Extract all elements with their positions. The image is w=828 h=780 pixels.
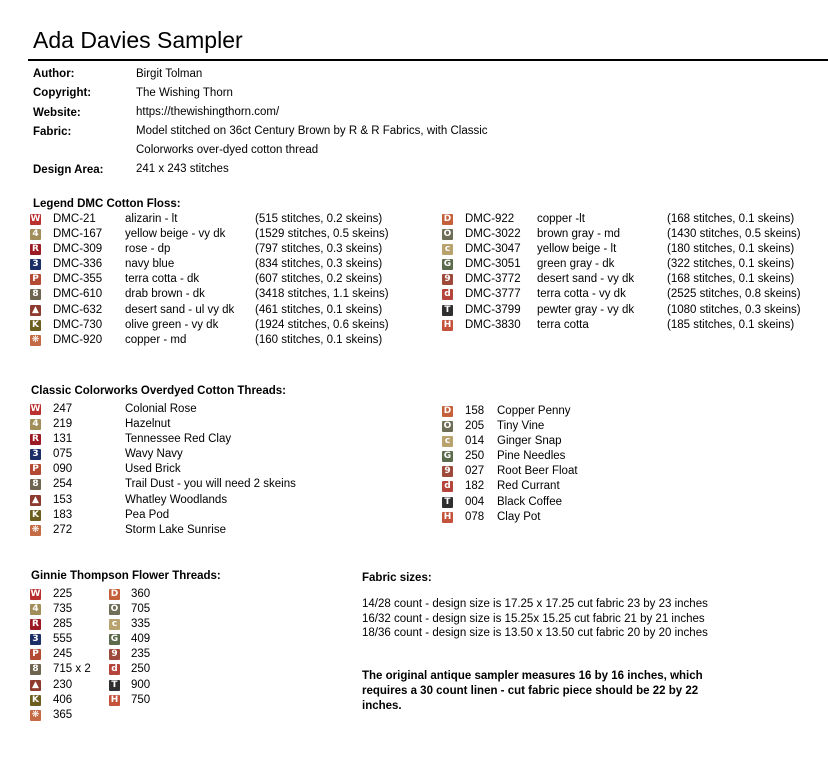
thread-number: 235 [131,648,151,661]
floss-symbol-icon: G [110,634,119,645]
thread-name: Tiny Vine [497,420,545,433]
floss-count: (797 stitches, 0.3 skeins) [255,243,383,256]
floss-symbol-icon: ▲ [30,495,41,506]
floss-symbol-icon: O [443,229,452,240]
thread-number: 014 [465,435,485,448]
floss-count: (322 stitches, 0.1 skeins) [667,258,795,271]
floss-symbol-icon: 4 [30,419,41,430]
thread-number: 254 [53,478,73,491]
thread-number: 245 [53,648,73,661]
floss-symbol-icon: D [443,406,452,416]
floss-symbol-icon: 8 [30,664,41,675]
copyright-label: Copyright: [33,87,92,99]
design-area-value: 241 x 243 stitches [136,163,229,175]
thread-name: Copper Penny [497,405,571,417]
thread-number: 183 [53,508,73,521]
floss-name: yellow beige - lt [537,243,617,256]
floss-symbol-icon: D [443,214,452,224]
floss-count: (515 stitches, 0.2 skeins) [255,213,383,225]
dmc-list-left [30,212,430,348]
floss-name: terra cotta [537,318,589,331]
ginnie-heading: Ginnie Thompson Flower Threads: [31,570,221,582]
legend-row [30,212,430,227]
floss-code: DMC-3047 [465,243,521,256]
thread-number: 555 [53,633,73,646]
floss-symbol-icon: 3 [30,259,41,270]
floss-name: alizarin - lt [125,213,178,225]
floss-name: copper - md [125,333,187,346]
legend-row [30,432,430,447]
floss-symbol-icon: 9 [442,274,453,285]
floss-symbol-icon: c [442,244,453,255]
thread-number: 225 [53,588,73,600]
legend-row [30,402,430,417]
floss-symbol-icon: P [30,649,41,660]
dmc-list-right [442,212,828,333]
thread-number: 090 [53,463,73,476]
floss-symbol-icon: O [110,604,119,615]
classic-list-left [30,402,430,538]
note-line: inches. [362,700,402,712]
thread-number: 750 [131,693,151,706]
floss-count: (3418 stitches, 1.1 skeins) [255,288,389,301]
floss-code: DMC-610 [53,288,103,301]
floss-code: DMC-309 [53,243,103,256]
floss-symbol-icon: 3 [30,634,41,645]
thread-number: 075 [53,448,73,461]
legend-row [109,662,189,677]
fabric-sizes-list [362,597,708,641]
floss-symbol-icon: 4 [30,604,41,615]
floss-count: (168 stitches, 0.1 skeins) [667,213,795,225]
legend-row [30,287,430,302]
floss-symbol-icon: c [109,619,120,630]
floss-symbol-icon: 4 [30,229,41,240]
floss-symbol-icon: D [110,589,119,599]
copyright-value: The Wishing Thorn [136,87,233,99]
legend-row [30,678,110,693]
floss-count: (180 stitches, 0.1 skeins) [667,243,795,256]
legend-row [30,493,430,508]
fabric-size-line: 16/32 count - design size is 15.25x 15.25 cut fabric 21 by 21 inches [362,612,705,625]
thread-number: 153 [53,493,73,506]
floss-name: olive green - vy dk [125,318,219,331]
floss-symbol-icon: G [443,451,452,462]
thread-number: 365 [53,708,73,721]
thread-number: 406 [53,693,73,706]
floss-symbol-icon: O [443,421,452,432]
thread-number: 250 [131,663,151,676]
floss-symbol-icon: 8 [30,289,41,300]
antique-note [362,669,703,714]
thread-number: 360 [131,588,151,600]
thread-number: 250 [465,450,485,463]
thread-name: Trail Dust - you will need 2 skeins [125,478,296,491]
legend-row [30,462,430,477]
floss-code: DMC-3051 [465,258,521,271]
floss-name: rose - dp [125,243,171,256]
thread-number: 335 [131,618,151,631]
legend-row [30,227,430,242]
floss-name: desert sand - vy dk [537,273,635,286]
legend-row [30,257,430,272]
legend-row [30,477,430,492]
thread-name: Red Currant [497,480,560,493]
thread-number: 705 [131,603,151,616]
legend-row [109,647,189,662]
legend-row [109,602,189,617]
thread-name: Tennessee Red Clay [125,433,232,446]
classic-heading: Classic Colorworks Overdyed Cotton Threads: [31,385,286,397]
floss-symbol-icon: P [30,464,41,475]
thread-number: 205 [465,420,485,433]
thread-number: 900 [131,678,151,691]
thread-number: 247 [53,403,73,415]
thread-number: 027 [465,465,485,478]
legend-row [442,479,822,494]
design-area-label: Design Area: [33,164,104,176]
legend-row [30,587,110,602]
legend-row [442,242,828,257]
floss-count: (168 stitches, 0.1 skeins) [667,273,795,286]
legend-row [442,464,822,479]
floss-count: (185 stitches, 0.1 skeins) [667,318,795,331]
thread-number: 182 [465,480,485,493]
thread-name: Whatley Woodlands [125,493,228,506]
floss-code: DMC-167 [53,228,103,241]
floss-count: (1924 stitches, 0.6 skeins) [255,318,389,331]
floss-symbol-icon: T [442,497,453,508]
floss-symbol-icon: T [442,305,453,316]
legend-row [442,227,828,242]
floss-symbol-icon: R [30,434,41,445]
website-value: https://thewishingthorn.com/ [136,106,280,118]
thread-name: Colonial Rose [125,403,197,415]
floss-symbol-icon: W [30,214,41,224]
fabric-value: Model stitched on 36ct Century Brown by R & R Fabrics, with Classic [136,125,488,137]
floss-name: terra cotta - dk [125,273,200,286]
floss-count: (1529 stitches, 0.5 skeins) [255,228,389,241]
legend-row [30,242,430,257]
floss-symbol-icon: P [30,274,41,285]
floss-symbol-icon: R [30,619,41,630]
legend-row [30,508,430,523]
legend-row [30,523,430,538]
floss-code: DMC-3022 [465,228,521,241]
floss-symbol-icon: H [443,319,452,330]
floss-symbol-icon: 3 [30,449,41,460]
thread-name: Storm Lake Sunrise [125,523,226,536]
floss-code: DMC-920 [53,333,103,346]
legend-row [442,495,822,510]
floss-name: brown gray - md [537,228,621,241]
legend-row [30,447,430,462]
legend-row [442,272,828,287]
thread-name: Ginger Snap [497,435,562,448]
thread-number: 131 [53,433,73,446]
thread-name: Wavy Navy [125,448,183,461]
classic-list-right [442,404,822,525]
author-value: Birgit Tolman [136,68,203,80]
floss-symbol-icon: ▲ [30,680,41,691]
legend-row [109,678,189,693]
legend-heading: Legend DMC Cotton Floss: [33,198,181,210]
legend-row [442,434,822,449]
fabric-size-line: 18/36 count - design size is 13.50 x 13.50 cut fabric 20 by 20 inches [362,627,708,640]
legend-row [30,693,110,708]
floss-count: (461 stitches, 0.1 skeins) [255,303,383,316]
legend-row [30,617,110,632]
floss-code: DMC-355 [53,273,103,286]
thread-number: 715 x 2 [53,663,91,676]
thread-name: Black Coffee [497,495,562,508]
legend-row [109,617,189,632]
thread-name: Pea Pod [125,508,170,521]
floss-symbol-icon: H [443,511,452,522]
floss-symbol-icon: 9 [442,466,453,477]
legend-row [30,303,430,318]
thread-name: Clay Pot [497,510,541,523]
author-label: Author: [33,68,75,80]
thread-number: 409 [131,633,151,646]
fabric-size-line: 14/28 count - design size is 17.25 x 17.25 cut fabric 23 by 23 inches [362,598,708,610]
floss-count: (2525 stitches, 0.8 skeins) [667,288,801,301]
floss-code: DMC-3772 [465,273,521,286]
floss-symbol-icon: c [442,436,453,447]
thread-number: 285 [53,618,73,631]
thread-name: Used Brick [125,463,181,476]
floss-name: pewter gray - vy dk [537,303,635,316]
note-line: requires a 30 count linen - cut fabric piece should be 22 by 22 [362,685,699,697]
floss-count: (1430 stitches, 0.5 skeins) [667,228,801,241]
floss-symbol-icon: ❋ [31,334,40,345]
floss-symbol-icon: ▲ [30,305,41,316]
note-line: The original antique sampler measures 16 by 16 inches, which [362,670,703,682]
floss-code: DMC-632 [53,303,103,316]
floss-code: DMC-3830 [465,318,521,331]
floss-count: (1080 stitches, 0.3 skeins) [667,303,801,316]
floss-symbol-icon: K [30,320,41,331]
legend-row [30,708,110,723]
floss-symbol-icon: H [110,694,119,705]
floss-code: DMC-3777 [465,288,521,301]
ginnie-list-left [30,587,110,723]
legend-row [30,272,430,287]
floss-symbol-icon: W [30,589,41,599]
floss-name: green gray - dk [537,258,615,271]
floss-name: copper -lt [537,213,585,225]
floss-count: (160 stitches, 0.1 skeins) [255,333,383,346]
legend-row [30,632,110,647]
floss-code: DMC-3799 [465,303,521,316]
thread-number: 735 [53,603,73,616]
legend-row [30,417,430,432]
floss-name: terra cotta - vy dk [537,288,626,301]
floss-symbol-icon: 8 [30,479,41,490]
legend-row [30,333,430,348]
legend-row [442,212,828,227]
floss-symbol-icon: 9 [109,649,120,660]
thread-number: 158 [465,405,485,417]
legend-row [442,404,822,419]
title-divider [28,59,828,61]
fabric-label: Fabric: [33,126,72,138]
floss-symbol-icon: K [30,695,41,706]
floss-symbol-icon: d [109,664,120,675]
floss-count: (834 stitches, 0.3 skeins) [255,258,383,271]
floss-code: DMC-922 [465,213,515,225]
floss-name: navy blue [125,258,175,271]
thread-number: 004 [465,495,485,508]
floss-code: DMC-21 [53,213,96,225]
legend-row [442,257,828,272]
legend-row [30,318,430,333]
floss-symbol-icon: d [442,481,453,492]
legend-row [442,510,822,525]
thread-name: Root Beer Float [497,465,578,478]
floss-name: desert sand - ul vy dk [125,303,235,316]
page-title: Ada Davies Sampler [33,27,243,53]
floss-count: (607 stitches, 0.2 skeins) [255,273,383,286]
website-label: Website: [33,107,81,119]
floss-name: drab brown - dk [125,288,205,301]
floss-name: yellow beige - vy dk [125,228,226,241]
legend-row [30,647,110,662]
floss-symbol-icon: T [109,680,120,691]
legend-row [442,318,828,333]
thread-number: 219 [53,418,73,431]
floss-symbol-icon: d [442,289,453,300]
legend-row [442,449,822,464]
legend-row [109,632,189,647]
thread-number: 230 [53,678,73,691]
thread-name: Hazelnut [125,418,171,431]
floss-symbol-icon: ❋ [31,524,40,535]
thread-number: 272 [53,523,73,536]
floss-symbol-icon: ❋ [31,709,40,720]
thread-name: Pine Needles [497,450,566,463]
floss-symbol-icon: G [443,259,452,270]
floss-code: DMC-336 [53,258,103,271]
floss-symbol-icon: R [30,244,41,255]
fabric-value-cont: Colorworks over-dyed cotton thread [136,144,319,156]
legend-row [109,587,189,602]
fabric-sizes-heading: Fabric sizes: [362,572,432,584]
floss-code: DMC-730 [53,318,103,331]
ginnie-list-right [109,587,189,708]
legend-row [109,693,189,708]
floss-symbol-icon: W [30,404,41,414]
thread-number: 078 [465,510,485,523]
floss-symbol-icon: K [30,510,41,521]
legend-row [30,602,110,617]
legend-row [442,287,828,302]
legend-row [442,419,822,434]
legend-row [442,303,828,318]
legend-row [30,662,110,677]
